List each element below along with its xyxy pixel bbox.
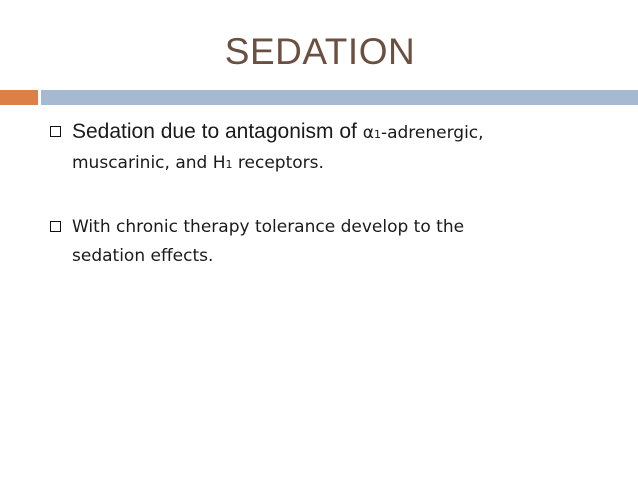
square-bullet-icon	[50, 126, 61, 137]
bullet-item-tolerance	[50, 213, 620, 271]
h-subscript: 1	[225, 158, 233, 171]
bullet-line	[72, 118, 620, 149]
square-bullet-icon	[50, 221, 61, 232]
alpha-subscript: 1	[373, 128, 381, 141]
bullet-line	[72, 149, 620, 179]
bullet-text: With chronic therapy tolerance develop to the	[72, 217, 465, 237]
bullet-text: receptors.	[232, 153, 324, 173]
bullet-list	[50, 118, 620, 305]
bullet-text: muscarinic, and H	[72, 153, 226, 173]
bullet-text: -adrenergic,	[380, 123, 484, 143]
title-rule-accent	[0, 90, 38, 105]
bullet-item-sedation-mechanism	[50, 118, 620, 179]
title-rule-bar	[41, 90, 638, 105]
slide-title: SEDATION	[224, 31, 416, 72]
bullet-lead-text: Sedation due to antagonism of	[72, 120, 363, 143]
bullet-text: sedation effects.	[72, 246, 214, 266]
alpha-symbol: α	[362, 123, 374, 143]
